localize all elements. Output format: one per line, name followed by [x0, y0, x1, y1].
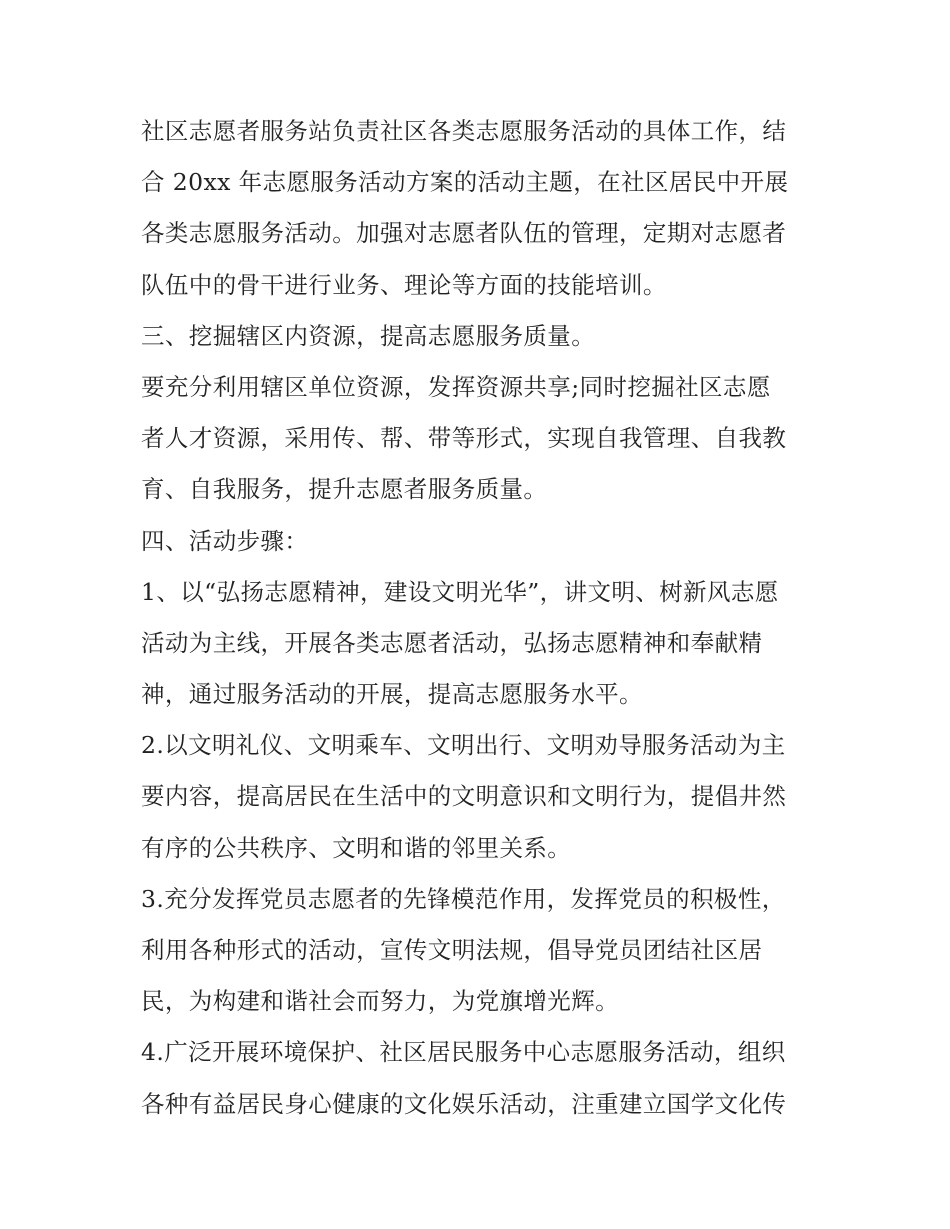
- text-line: 民，为构建和谐社会而努力，为党旗增光辉。: [141, 987, 619, 1016]
- text-line: 各种有益居民身心健康的文化娱乐活动，注重建立国学文化传: [141, 1089, 787, 1118]
- list-item-3: 3.充分发挥党员志愿者的先锋模范作用，发挥党员的积极性，: [141, 884, 786, 913]
- text-line: 要内容，提高居民在生活中的文明意识和文明行为，提倡井然: [141, 782, 787, 811]
- text-line: 神，通过服务活动的开展，提高志愿服务水平。: [141, 680, 643, 709]
- section-heading-3: 三、挖掘辖区内资源，提高志愿服务质量。: [141, 321, 596, 350]
- text-line: 要充分利用辖区单位资源，发挥资源共享;同时挖掘社区志愿: [141, 372, 771, 401]
- list-item-1: 1、以“弘扬志愿精神，建设文明光华”，讲文明、树新风志愿: [141, 577, 779, 606]
- list-item-2: 2.以文明礼仪、文明乘车、文明出行、文明劝导服务活动为主: [141, 731, 786, 760]
- text-line: 社区志愿者服务站负责社区各类志愿服务活动的具体工作，结: [141, 117, 787, 145]
- text-line: 合 20xx 年志愿服务活动方案的活动主题，在社区居民中开展: [141, 168, 789, 197]
- text-line: 有序的公共秩序、文明和谐的邻里关系。: [141, 833, 572, 862]
- text-line: 各类志愿服务活动。加强对志愿者队伍的管理，定期对志愿者: [141, 219, 787, 248]
- text-line: 利用各种形式的活动，宣传文明法规，倡导党员团结社区居: [141, 936, 763, 964]
- section-heading-4: 四、活动步骤：: [141, 526, 309, 555]
- body-text: [141, 106, 813, 1130]
- text-line: 育、自我服务，提升志愿者服务质量。: [141, 475, 548, 504]
- text-line: 队伍中的骨干进行业务、理论等方面的技能培训。: [141, 270, 667, 299]
- text-line: 者人才资源，采用传、帮、带等形式，实现自我管理、自我教: [141, 424, 787, 453]
- list-item-4: 4.广泛开展环境保护、社区居民服务中心志愿服务活动，组织: [141, 1038, 786, 1067]
- text-line: 活动为主线，开展各类志愿者活动，弘扬志愿精神和奉献精: [141, 628, 763, 657]
